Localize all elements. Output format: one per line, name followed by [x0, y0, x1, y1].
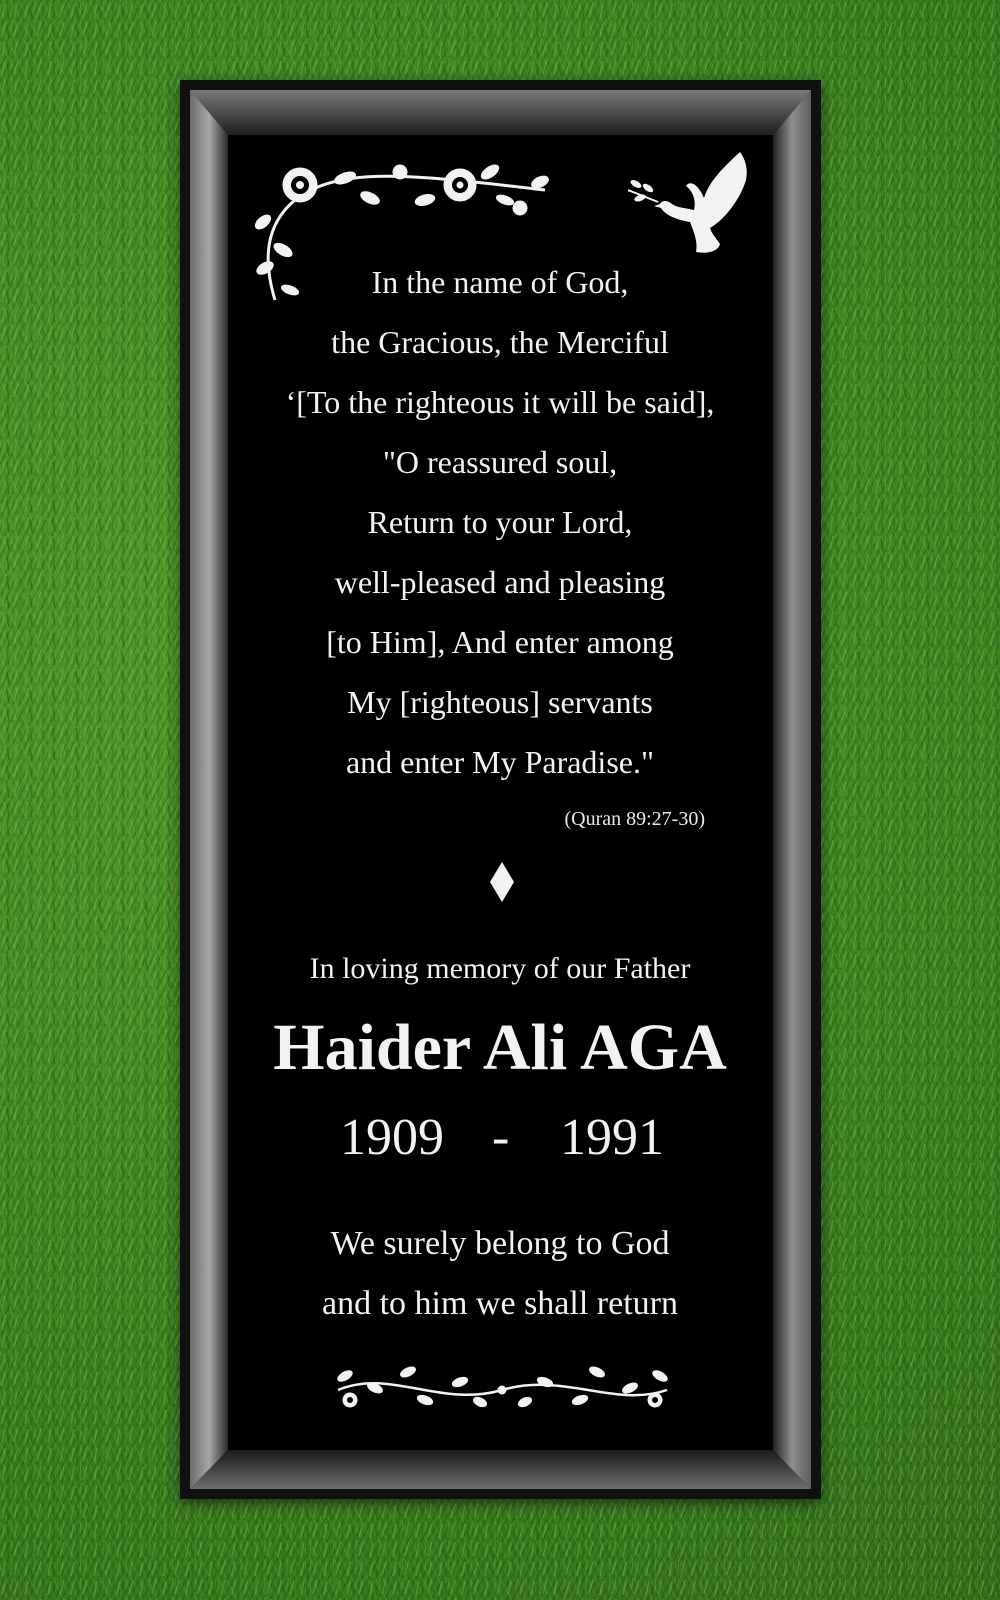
- closing-line: and to him we shall return: [322, 1285, 678, 1322]
- death-year: 1991: [560, 1109, 664, 1166]
- year-separator: -: [492, 1109, 510, 1166]
- verse-line: well-pleased and pleasing: [334, 564, 666, 600]
- dedication-text: In loving memory of our Father: [309, 952, 691, 985]
- rose-vine-border-icon: [330, 1360, 675, 1418]
- verse-line: In the name of God,: [371, 264, 629, 300]
- verse-line: and enter My Paradise.": [345, 744, 655, 780]
- verse-line: [to Him], And enter among: [326, 624, 674, 660]
- closing-line: We surely belong to God: [330, 1225, 670, 1262]
- verse-reference: (Quran 89:27-30): [564, 808, 705, 830]
- verse-line: My [righteous] servants: [347, 684, 653, 720]
- verse-line: ‘[To the righteous it will be said],: [285, 384, 715, 420]
- deceased-name: Haider Ali AGA: [273, 1011, 727, 1084]
- birth-year: 1909: [340, 1109, 444, 1166]
- life-years: [0, 1108, 1000, 1172]
- verse-line: "O reassured soul,: [382, 444, 618, 480]
- dove-with-olive-branch-icon: [628, 150, 758, 265]
- verse-line: Return to your Lord,: [367, 504, 633, 540]
- diamond-icon: [490, 862, 514, 902]
- verse-line: the Gracious, the Merciful: [331, 324, 669, 360]
